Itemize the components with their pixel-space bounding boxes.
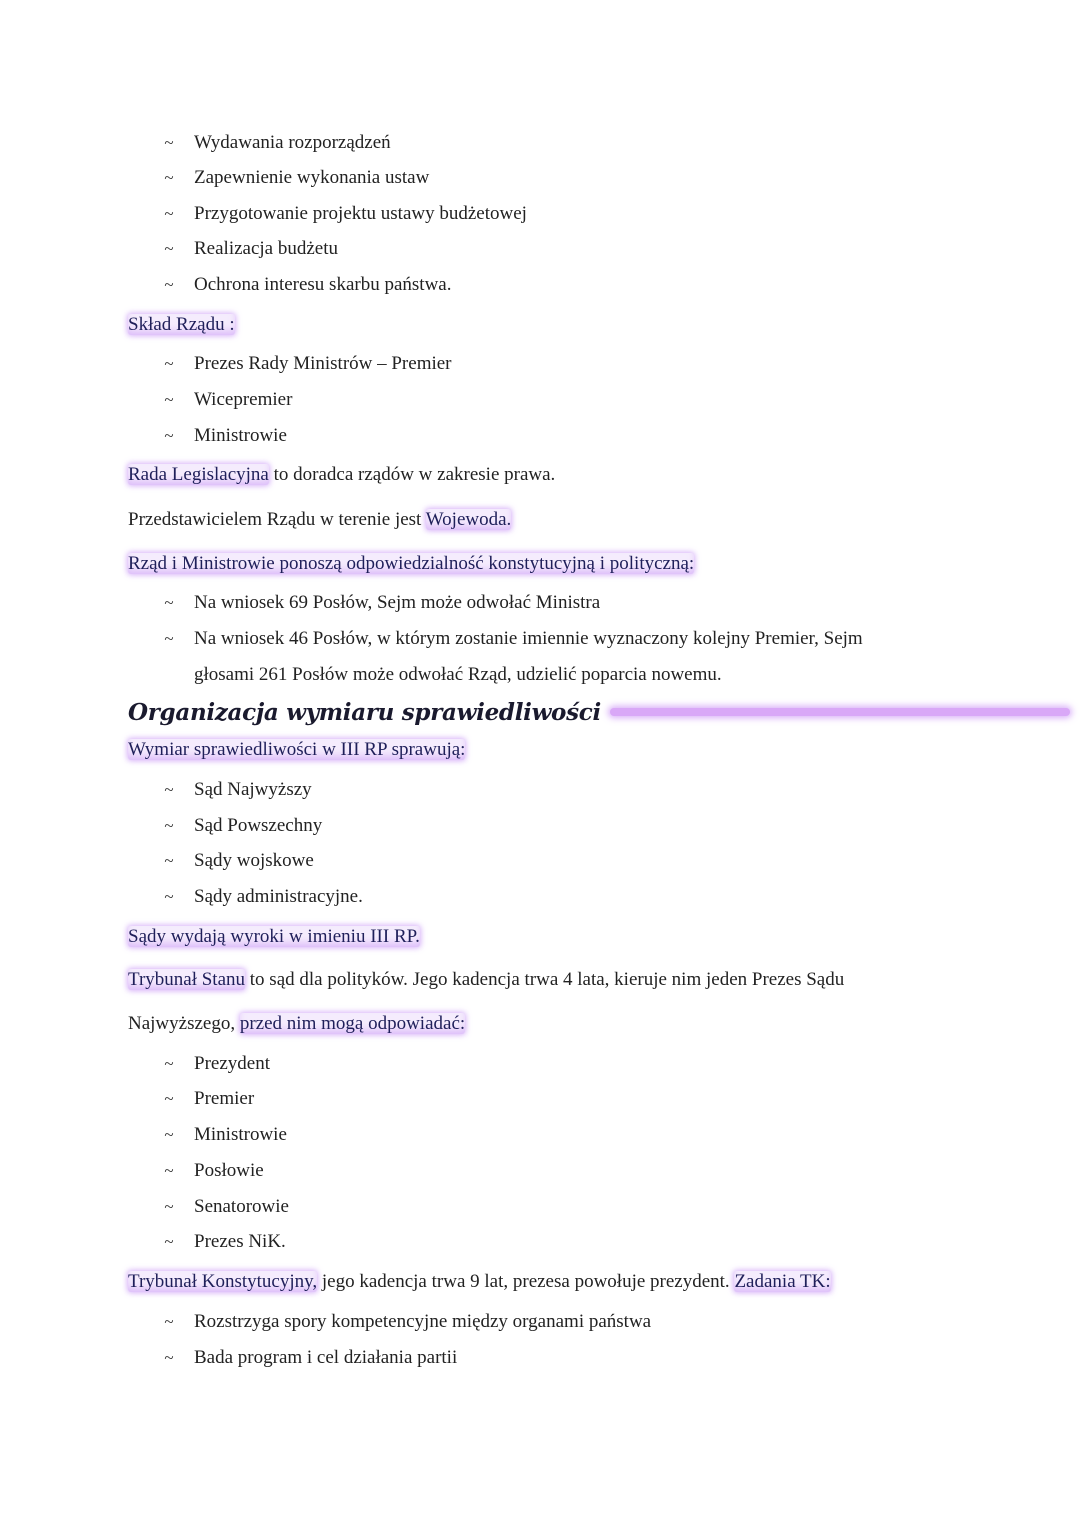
tilde-bullet-icon: ~ (164, 1161, 174, 1180)
document-page: ~ Wydawania rozporządzeń ~ Zapewnienie wykonania ustaw ~ Przygotowanie projektu ustawy budżetowej ~ Realizacja budżetu ~ Ochrona interesu skarbu państwa. Skład Rządu : ~ Prezes Rady Ministrów – Premier ~ Wicepremier ~ Ministrowie Rada Legislacyjna to doradca rządów w zakresie prawa. Przedstawicielem Rządu w terenie jest Wojewoda. Rząd i Ministrowie ponoszą odpowiedzialność konstytucyjną i polityczną: ~ Na wniosek 69 Posłów, Sejm może odwołać Ministra ~ Na wniosek 46 Posłów, w którym zostanie imiennie wyznaczony kolejny Premier, Sejm głosami 261 Posłów może odwołać Rząd, udzielić poparcia nowemu. Organizacja wymiaru sprawiedliwości Wymiar sprawiedliwości w III RP sprawują: ~ Sąd Najwyższy ~ Sąd Powszechny ~ Sądy wojskowe ~ Sądy administracyjne. Sądy wydają wyroki w imieniu III RP. Trybunał Stanu to sąd dla polityków. Jego kadencja trwa 4 lata, kieruje nim jeden Prezes Sądu Najwyższego, przed nim mogą odpowiadać: ~ Prezydent ~ Premier ~ Ministrowie ~ Posłowie ~ Senatorowie ~ Prezes NiK. Trybunał Konstytucyjny, jego kadencja trwa 9 lat, prezesa powołuje prezydent. Zadania TK: ~ Rozstrzyga spory kompetencyjne między organami państwa ~ Bada program i cel działania partii (0, 0, 1080, 1527)
paragraph-sady-wyroki: Sądy wydają wyroki w imieniu III RP. (128, 926, 420, 947)
tilde-bullet-icon: ~ (164, 1089, 174, 1108)
paragraph-wojewoda: Przedstawicielem Rządu w terenie jest Wojewoda. (128, 509, 512, 530)
tilde-bullet-icon: ~ (164, 239, 174, 258)
paragraph-wymiar: Wymiar sprawiedliwości w III RP sprawują: (128, 739, 466, 760)
tilde-bullet-icon: ~ (164, 133, 174, 152)
section-heading: Organizacja wymiaru sprawiedliwości (128, 699, 601, 726)
tilde-bullet-icon: ~ (164, 390, 174, 409)
tilde-bullet-icon: ~ (164, 593, 174, 612)
tilde-bullet-icon: ~ (164, 1054, 174, 1073)
tilde-bullet-icon: ~ (164, 275, 174, 294)
tilde-bullet-icon: ~ (164, 354, 174, 373)
tilde-bullet-icon: ~ (164, 426, 174, 445)
tilde-bullet-icon: ~ (164, 1232, 174, 1251)
tilde-bullet-icon: ~ (164, 168, 174, 187)
tilde-bullet-icon: ~ (164, 851, 174, 870)
tilde-bullet-icon: ~ (164, 1197, 174, 1216)
sklad-heading: Skład Rządu : (128, 314, 235, 335)
paragraph-trybunal-konstytucyjny: Trybunał Konstytucyjny, jego kadencja trwa 9 lat, prezesa powołuje prezydent. Zadania TK: (128, 1271, 831, 1292)
tilde-bullet-icon: ~ (164, 780, 174, 799)
paragraph-trybunal-stanu-line2: Najwyższego, przed nim mogą odpowiadać: (128, 1013, 466, 1034)
tilde-bullet-icon: ~ (164, 1125, 174, 1144)
paragraph-rada: Rada Legislacyjna to doradca rządów w zakresie prawa. (128, 464, 556, 485)
tilde-bullet-icon: ~ (164, 1348, 174, 1367)
tilde-bullet-icon: ~ (164, 204, 174, 223)
paragraph-odpowiedzialnosc: Rząd i Ministrowie ponoszą odpowiedzialność konstytucyjną i polityczną: (128, 553, 695, 574)
tilde-bullet-icon: ~ (164, 887, 174, 906)
tilde-bullet-icon: ~ (164, 816, 174, 835)
tilde-bullet-icon: ~ (164, 1312, 174, 1331)
paragraph-trybunal-stanu: Trybunał Stanu to sąd dla polityków. Jego kadencja trwa 4 lata, kieruje nim jeden Prezes Sądu (128, 969, 845, 990)
heading-underline (610, 708, 1070, 716)
tilde-bullet-icon: ~ (164, 629, 174, 648)
